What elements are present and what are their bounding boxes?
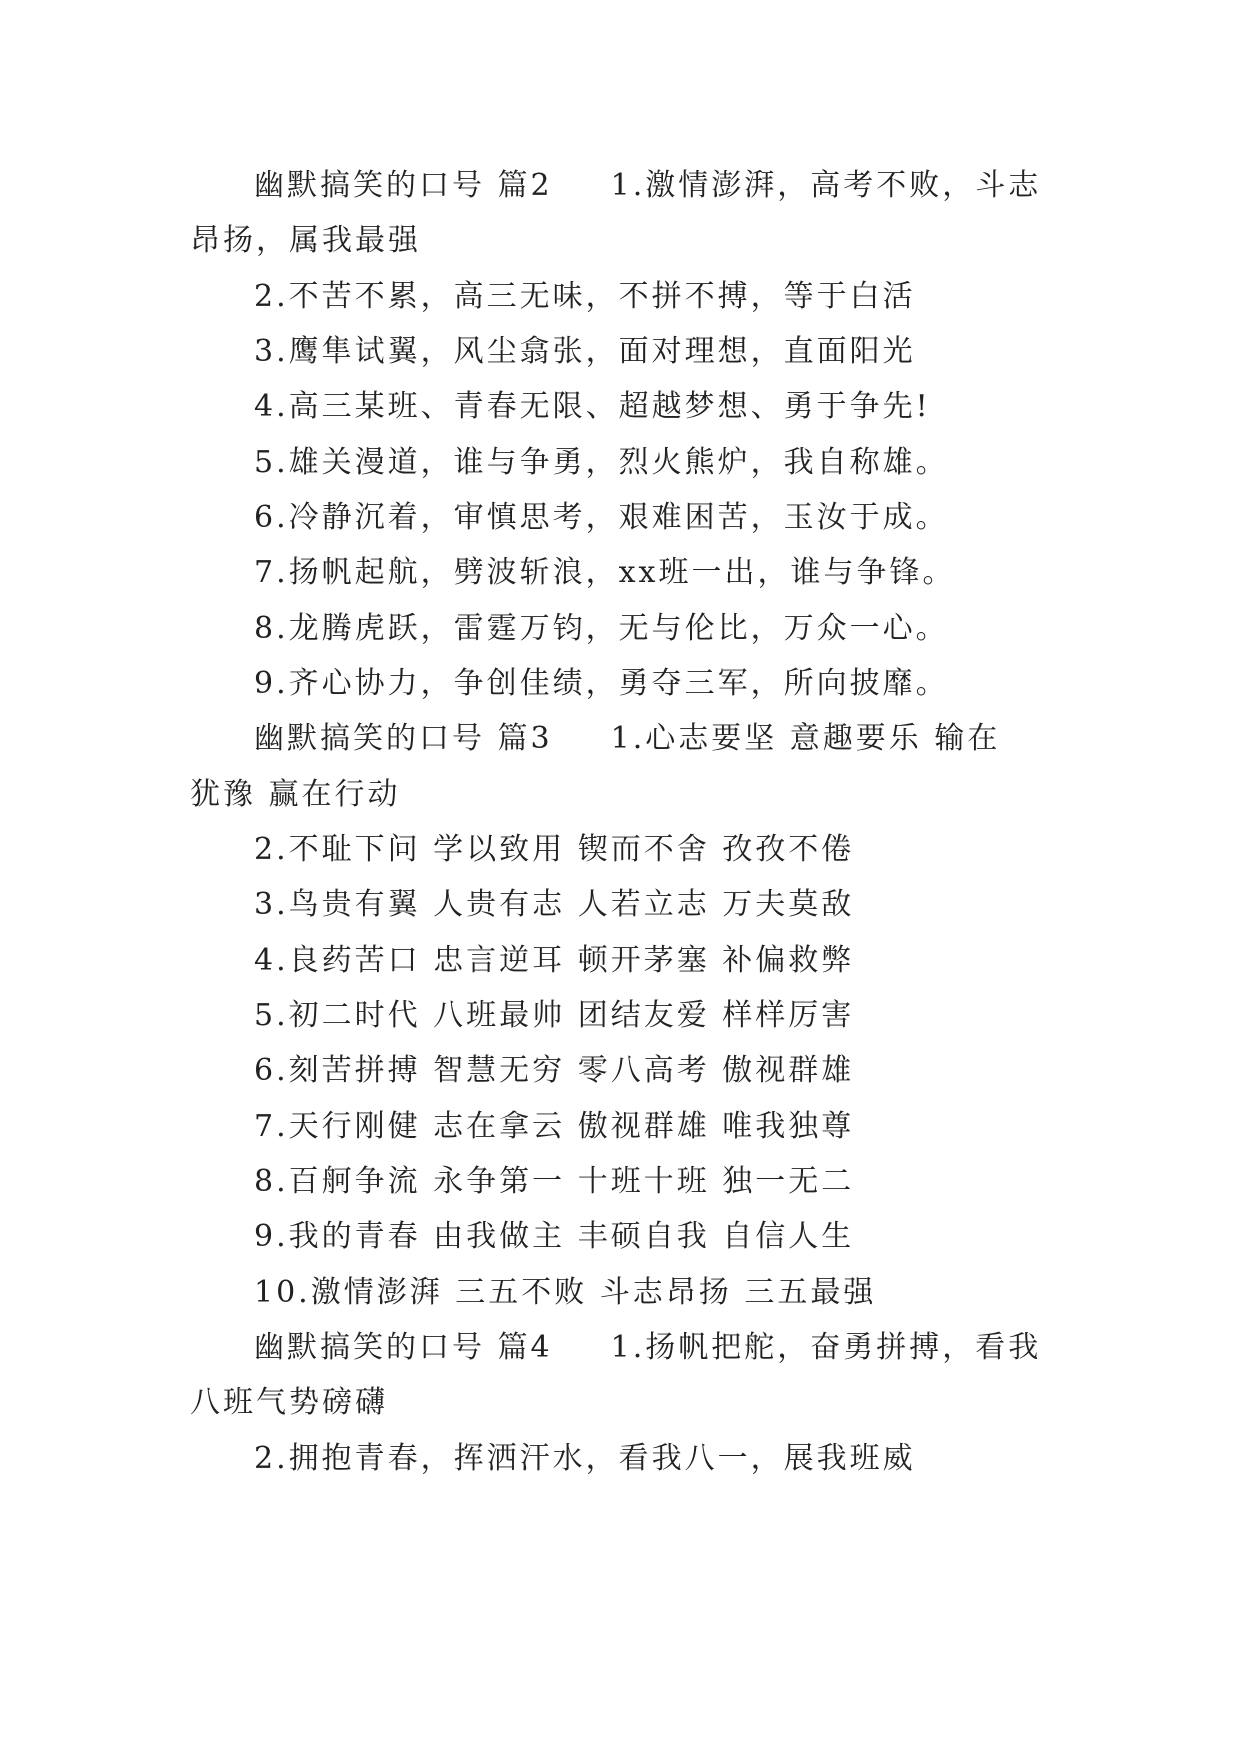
list-item: 9.齐心协力，争创佳绩，勇夺三军，所向披靡。 (254, 666, 949, 701)
list-item: 3.鸟贵有翼 人贵有志 人若立志 万夫莫敌 (254, 887, 855, 922)
section-4-heading-line (254, 1326, 1041, 1370)
list-item: 8.百舸争流 永争第一 十班十班 独一无二 (254, 1164, 855, 1199)
list-item: 1.激情澎湃，高考不败，斗志 (610, 168, 1042, 203)
list-item: 4.高三某班、青春无限、超越梦想、勇于争先! (254, 389, 931, 424)
list-item: 5.初二时代 八班最帅 团结友爱 样样厉害 (254, 998, 855, 1033)
section-heading: 幽默搞笑的口号 篇3 (254, 721, 553, 756)
section-2-heading-line (254, 164, 1041, 208)
list-item: 1.扬帆把舵，奋勇拼搏，看我 (610, 1330, 1042, 1365)
list-item: 2.拥抱青春，挥洒汗水，看我八一，展我班威 (254, 1441, 916, 1476)
list-item: 7.扬帆起航，劈波斩浪，xx班一出，谁与争锋。 (254, 555, 956, 590)
list-item: 5.雄关漫道，谁与争勇，烈火熊炉，我自称雄。 (254, 445, 949, 480)
list-item: 2.不耻下问 学以致用 锲而不舍 孜孜不倦 (254, 832, 855, 867)
list-item: 6.冷静沉着，审慎思考，艰难困苦，玉汝于成。 (254, 500, 949, 535)
section-heading: 幽默搞笑的口号 篇4 (254, 1330, 553, 1365)
list-item: 2.不苦不累，高三无味，不拼不搏，等于白活 (254, 279, 916, 314)
list-item: 8.龙腾虎跃，雷霆万钧，无与伦比，万众一心。 (254, 611, 949, 646)
list-item: 6.刻苦拼搏 智慧无穷 零八高考 傲视群雄 (254, 1053, 855, 1088)
list-item: 4.良药苦口 忠言逆耳 顿开茅塞 补偏救弊 (254, 943, 855, 978)
list-item-continuation: 昂扬，属我最强 (190, 223, 421, 258)
section-heading: 幽默搞笑的口号 篇2 (254, 168, 553, 203)
list-item: 9.我的青春 由我做主 丰硕自我 自信人生 (254, 1219, 855, 1254)
list-item-continuation: 八班气势磅礴 (190, 1385, 388, 1420)
list-item: 7.天行刚健 志在拿云 傲视群雄 唯我独尊 (254, 1109, 855, 1144)
list-item: 3.鹰隼试翼，风尘翕张，面对理想，直面阳光 (254, 334, 916, 369)
section-3-heading-line (254, 717, 1000, 761)
list-item-continuation: 犹豫 赢在行动 (190, 777, 401, 812)
list-item: 1.心志要坚 意趣要乐 输在 (610, 721, 1001, 756)
list-item: 10.激情澎湃 三五不败 斗志昂扬 三五最强 (254, 1275, 877, 1310)
